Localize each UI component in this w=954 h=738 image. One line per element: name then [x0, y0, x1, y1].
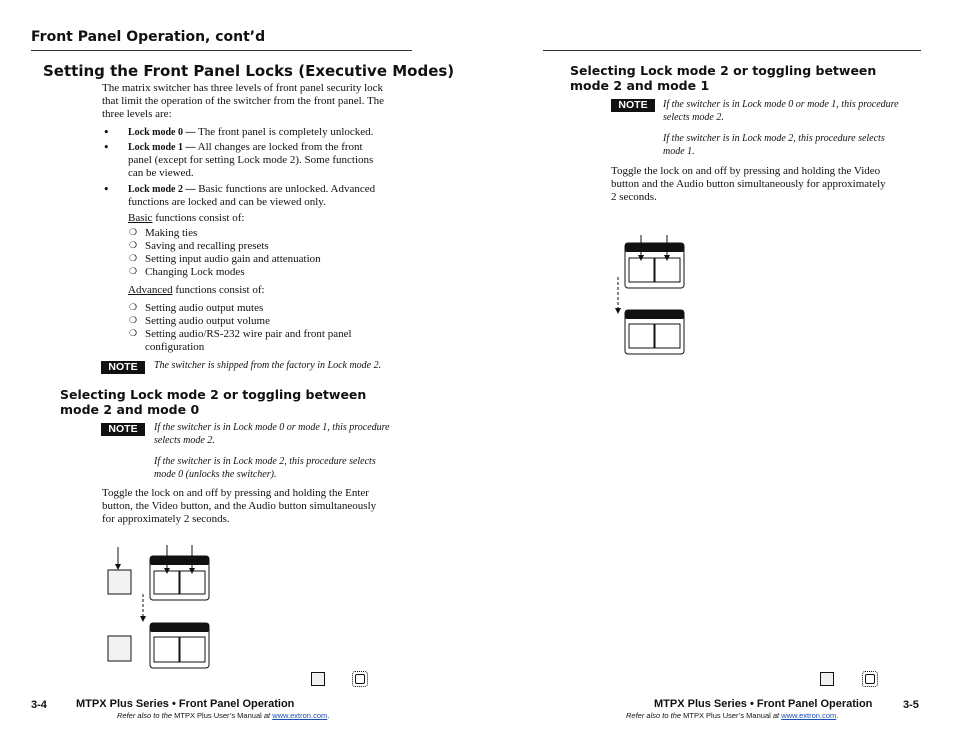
panel-diagram-left — [100, 545, 220, 670]
advanced-item: Setting audio output mutes — [145, 302, 264, 314]
page-heading: Setting the Front Panel Locks (Executive Modes) — [43, 62, 455, 80]
footer-reference: Refer also to the MTPX Plus User’s Manual at www.extron.com. — [117, 711, 330, 720]
hollow-circle-icon: ❍ — [129, 267, 138, 277]
note-text: If the switcher is in Lock mode 0 or mode 1, this procedure selects mode 2. — [663, 99, 899, 123]
section-title: Front Panel Operation, cont’d — [31, 29, 266, 45]
enter-button — [108, 570, 131, 594]
advanced-item: Setting audio output volume — [145, 315, 270, 327]
header-rule-left — [31, 50, 412, 51]
panel-bottom-bar — [150, 623, 209, 632]
note-label: NOTE — [101, 423, 145, 436]
enter-button — [108, 636, 131, 661]
subheading-mode-0: Selecting Lock mode 2 or toggling between mode 2 and mode 0 — [60, 387, 367, 417]
panel-diagram-right — [612, 235, 692, 355]
video-button — [629, 324, 654, 348]
note-text: If the switcher is in Lock mode 2, this procedure selects mode 0 (unlocks the switcher). — [154, 456, 376, 480]
hollow-circle-icon: ❍ — [129, 303, 138, 313]
dotted-square-icon — [862, 671, 878, 687]
video-button — [154, 571, 179, 594]
audio-button — [180, 637, 205, 662]
advanced-heading: Advanced functions consist of: — [128, 284, 265, 296]
intro-line: that limit the operation of the switcher from the front panel. The — [102, 95, 385, 107]
footer-reference: Refer also to the MTPX Plus User’s Manual at www.extron.com. — [626, 711, 839, 720]
basic-heading: Basic functions consist of: — [128, 212, 245, 224]
intro-paragraph — [102, 82, 422, 121]
hollow-circle-icon: ❍ — [129, 316, 138, 326]
toggle-instructions: Toggle the lock on and off by pressing and holding the Enter button, the Video button, and the Audio button simultaneously for approximately 2 seconds. — [102, 487, 377, 525]
intro-line: The matrix switcher has three levels of front panel security lock — [102, 82, 384, 94]
basic-item: Setting input audio gain and attenuation — [145, 253, 321, 265]
audio-button — [655, 258, 680, 282]
panel-bottom-bar — [625, 310, 684, 319]
hollow-circle-icon: ❍ — [129, 228, 138, 238]
bullet-dot-icon: • — [103, 141, 110, 154]
bullet-dot-icon: • — [103, 183, 110, 196]
panel-top-bar — [625, 243, 684, 252]
bullet-dot-icon: • — [103, 126, 110, 139]
lock-mode-2: Lock mode 2 — Basic functions are unlocked. Advanced functions are locked and can be viewed only. — [128, 183, 376, 208]
intro-line: three levels are: — [102, 108, 172, 120]
hollow-circle-icon: ❍ — [129, 329, 138, 339]
dotted-square-icon — [352, 671, 368, 687]
footer-title: MTPX Plus Series • Front Panel Operation — [76, 698, 295, 710]
hollow-circle-icon: ❍ — [129, 241, 138, 251]
basic-item: Saving and recalling presets — [145, 240, 269, 252]
note-label: NOTE — [611, 99, 655, 112]
header-rule-right — [543, 50, 921, 51]
footer-title: MTPX Plus Series • Front Panel Operation — [654, 698, 873, 710]
square-icon — [820, 672, 834, 686]
note-text: If the switcher is in Lock mode 0 or mode 1, this procedure selects mode 2. — [154, 422, 390, 446]
footer-page-number: 3-4 — [31, 699, 47, 711]
audio-button — [655, 324, 680, 348]
footer-page-number: 3-5 — [903, 699, 919, 711]
subheading-mode-1: Selecting Lock mode 2 or toggling between mode 2 and mode 1 — [570, 63, 877, 93]
lock-mode-0: Lock mode 0 — The front panel is completely unlocked. — [128, 126, 374, 138]
note-text: If the switcher is in Lock mode 2, this procedure selects mode 1. — [663, 133, 885, 157]
extron-link[interactable]: www.extron.com — [272, 711, 328, 720]
note-text: The switcher is shipped from the factory in Lock mode 2. — [154, 360, 382, 371]
advanced-item: Setting audio/RS-232 wire pair and front panel configuration — [145, 328, 352, 353]
hollow-circle-icon: ❍ — [129, 254, 138, 264]
toggle-instructions-right: Toggle the lock on and off by pressing and holding the Video button and the Audio button simultaneously for approximately 2 seconds. — [611, 165, 886, 203]
note-label: NOTE — [101, 361, 145, 374]
video-button — [154, 637, 179, 662]
lock-mode-1: Lock mode 1 — All changes are locked from the front panel (except for setting Lock mode 2). Some functions can be viewed. — [128, 141, 374, 179]
panel-top-bar — [150, 556, 209, 565]
video-button — [629, 258, 654, 282]
basic-item: Making ties — [145, 227, 198, 239]
square-icon — [311, 672, 325, 686]
audio-button — [180, 571, 205, 594]
basic-item: Changing Lock modes — [145, 266, 245, 278]
extron-link[interactable]: www.extron.com — [781, 711, 837, 720]
